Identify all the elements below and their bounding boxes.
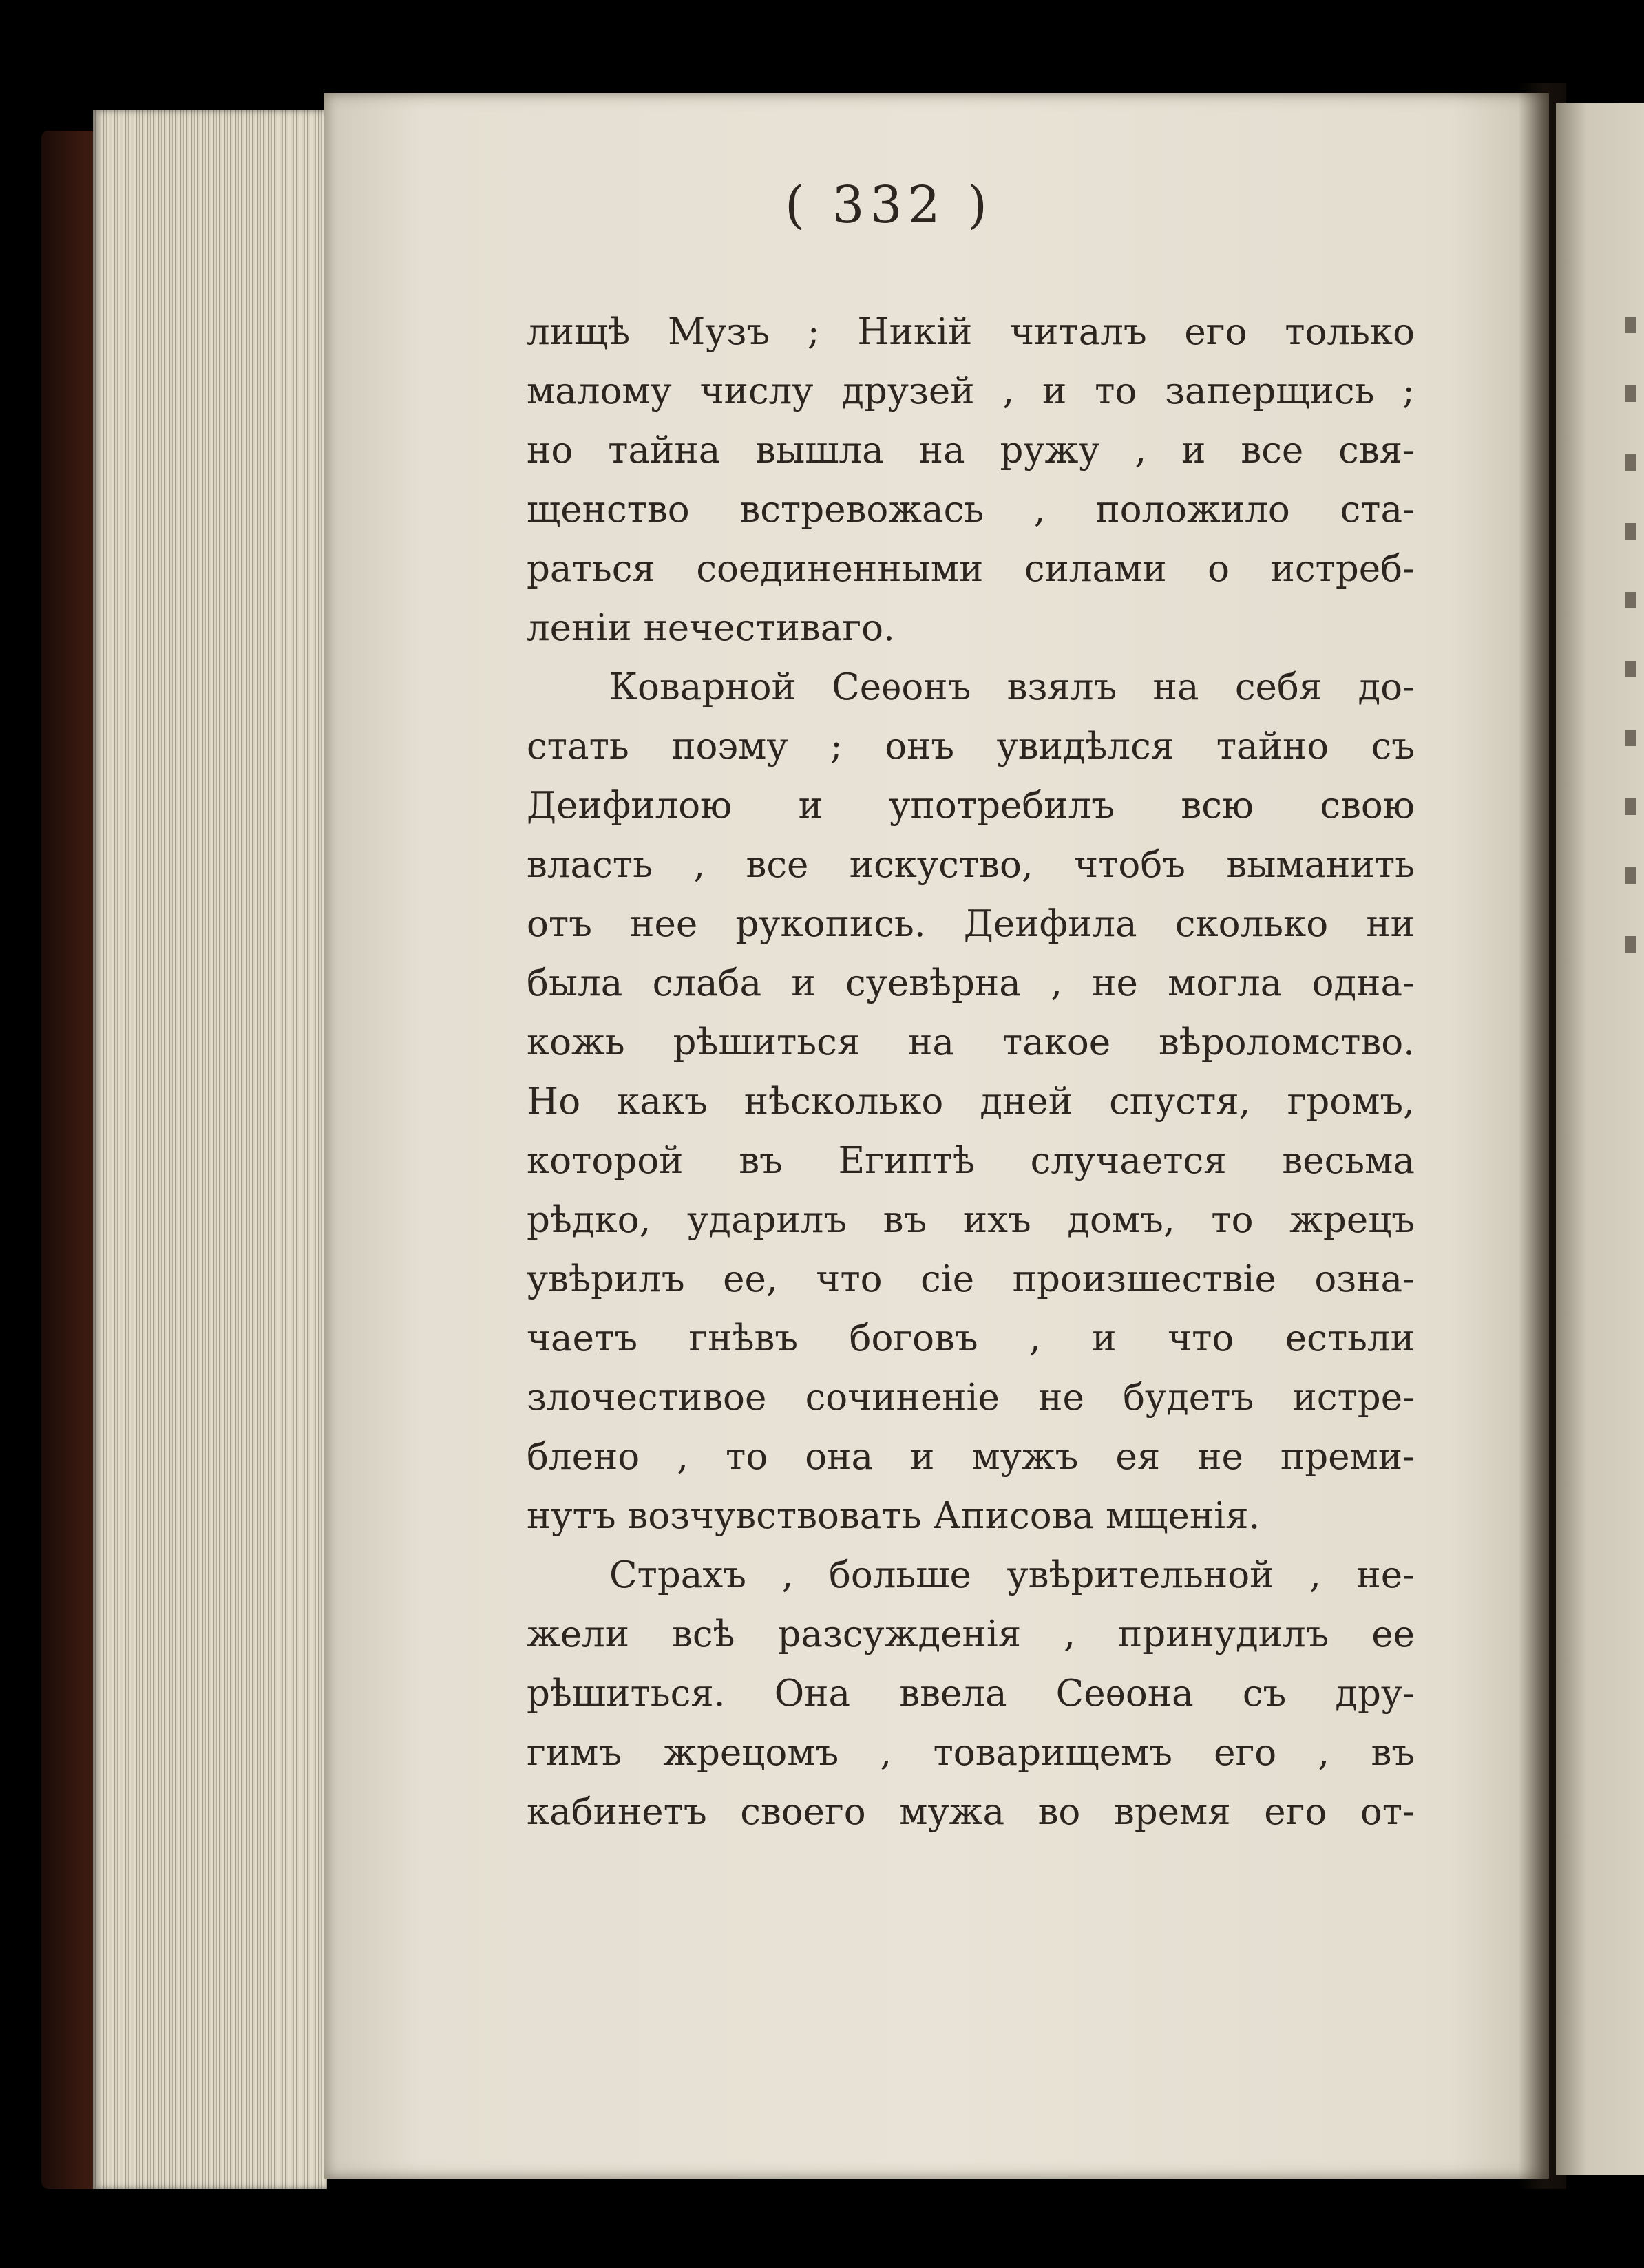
text-line: чаетъ гнѣвъ боговъ , и что естьли xyxy=(527,1317,1415,1359)
text-line: раться соединенными силами о истреб- xyxy=(527,548,1415,590)
text-line: жели всѣ разсужденія , принудилъ ее xyxy=(527,1613,1415,1655)
text-line: была слаба и суевѣрна , не могла одна- xyxy=(527,962,1415,1004)
page-text xyxy=(527,303,1415,1842)
page-edges xyxy=(93,110,327,2189)
text-line: гимъ жрецомъ , товарищемъ его , въ xyxy=(527,1732,1415,1774)
text-line: леніи нечестиваго. xyxy=(527,607,895,649)
text-line: Коварной Сеѳонъ взялъ на себя до- xyxy=(609,666,1415,708)
text-line: рѣдко, ударилъ въ ихъ домъ, то жрецъ xyxy=(527,1199,1415,1241)
text-line: кабинетъ своего мужа во время его от- xyxy=(527,1791,1415,1833)
text-line: злочестивое сочиненіе не будетъ истре- xyxy=(527,1377,1415,1419)
facing-page-text-fragments xyxy=(1625,317,1644,1005)
text-line: лищѣ Музъ ; Никій читалъ его только xyxy=(527,311,1415,353)
text-line: кожь рѣшиться на такое вѣроломство. xyxy=(527,1021,1415,1063)
text-line: которой въ Египтѣ случается весьма xyxy=(527,1140,1415,1182)
text-line: стать поэму ; онъ увидѣлся тайно съ xyxy=(527,725,1415,767)
text-line: щенство встревожась , положило ста- xyxy=(527,489,1415,531)
text-line: малому числу друзей , и то заперщись ; xyxy=(527,370,1415,412)
text-line: но тайна вышла на ружу , и все свя- xyxy=(527,430,1415,471)
text-line: Деифилою и употребилъ всю свою xyxy=(527,785,1415,827)
text-line: Страхъ , больше увѣрительной , не- xyxy=(609,1554,1415,1596)
text-line: нутъ возчувствовать Аписова мщенія. xyxy=(527,1495,1261,1537)
text-line: рѣшиться. Она ввела Сеѳона съ дру- xyxy=(527,1673,1415,1715)
text-line: Но какъ нѣсколько дней спустя, громъ, xyxy=(527,1081,1415,1123)
text-line: блено , то она и мужъ ея не преми- xyxy=(527,1436,1415,1478)
text-line: увѣрилъ ее, что сіе произшествіе озна- xyxy=(527,1258,1415,1300)
text-line: отъ нее рукопись. Деифила сколько ни xyxy=(527,903,1415,945)
page-number: ( 332 ) xyxy=(785,176,993,235)
text-line: власть , все искуство, чтобъ выманить xyxy=(527,844,1415,886)
